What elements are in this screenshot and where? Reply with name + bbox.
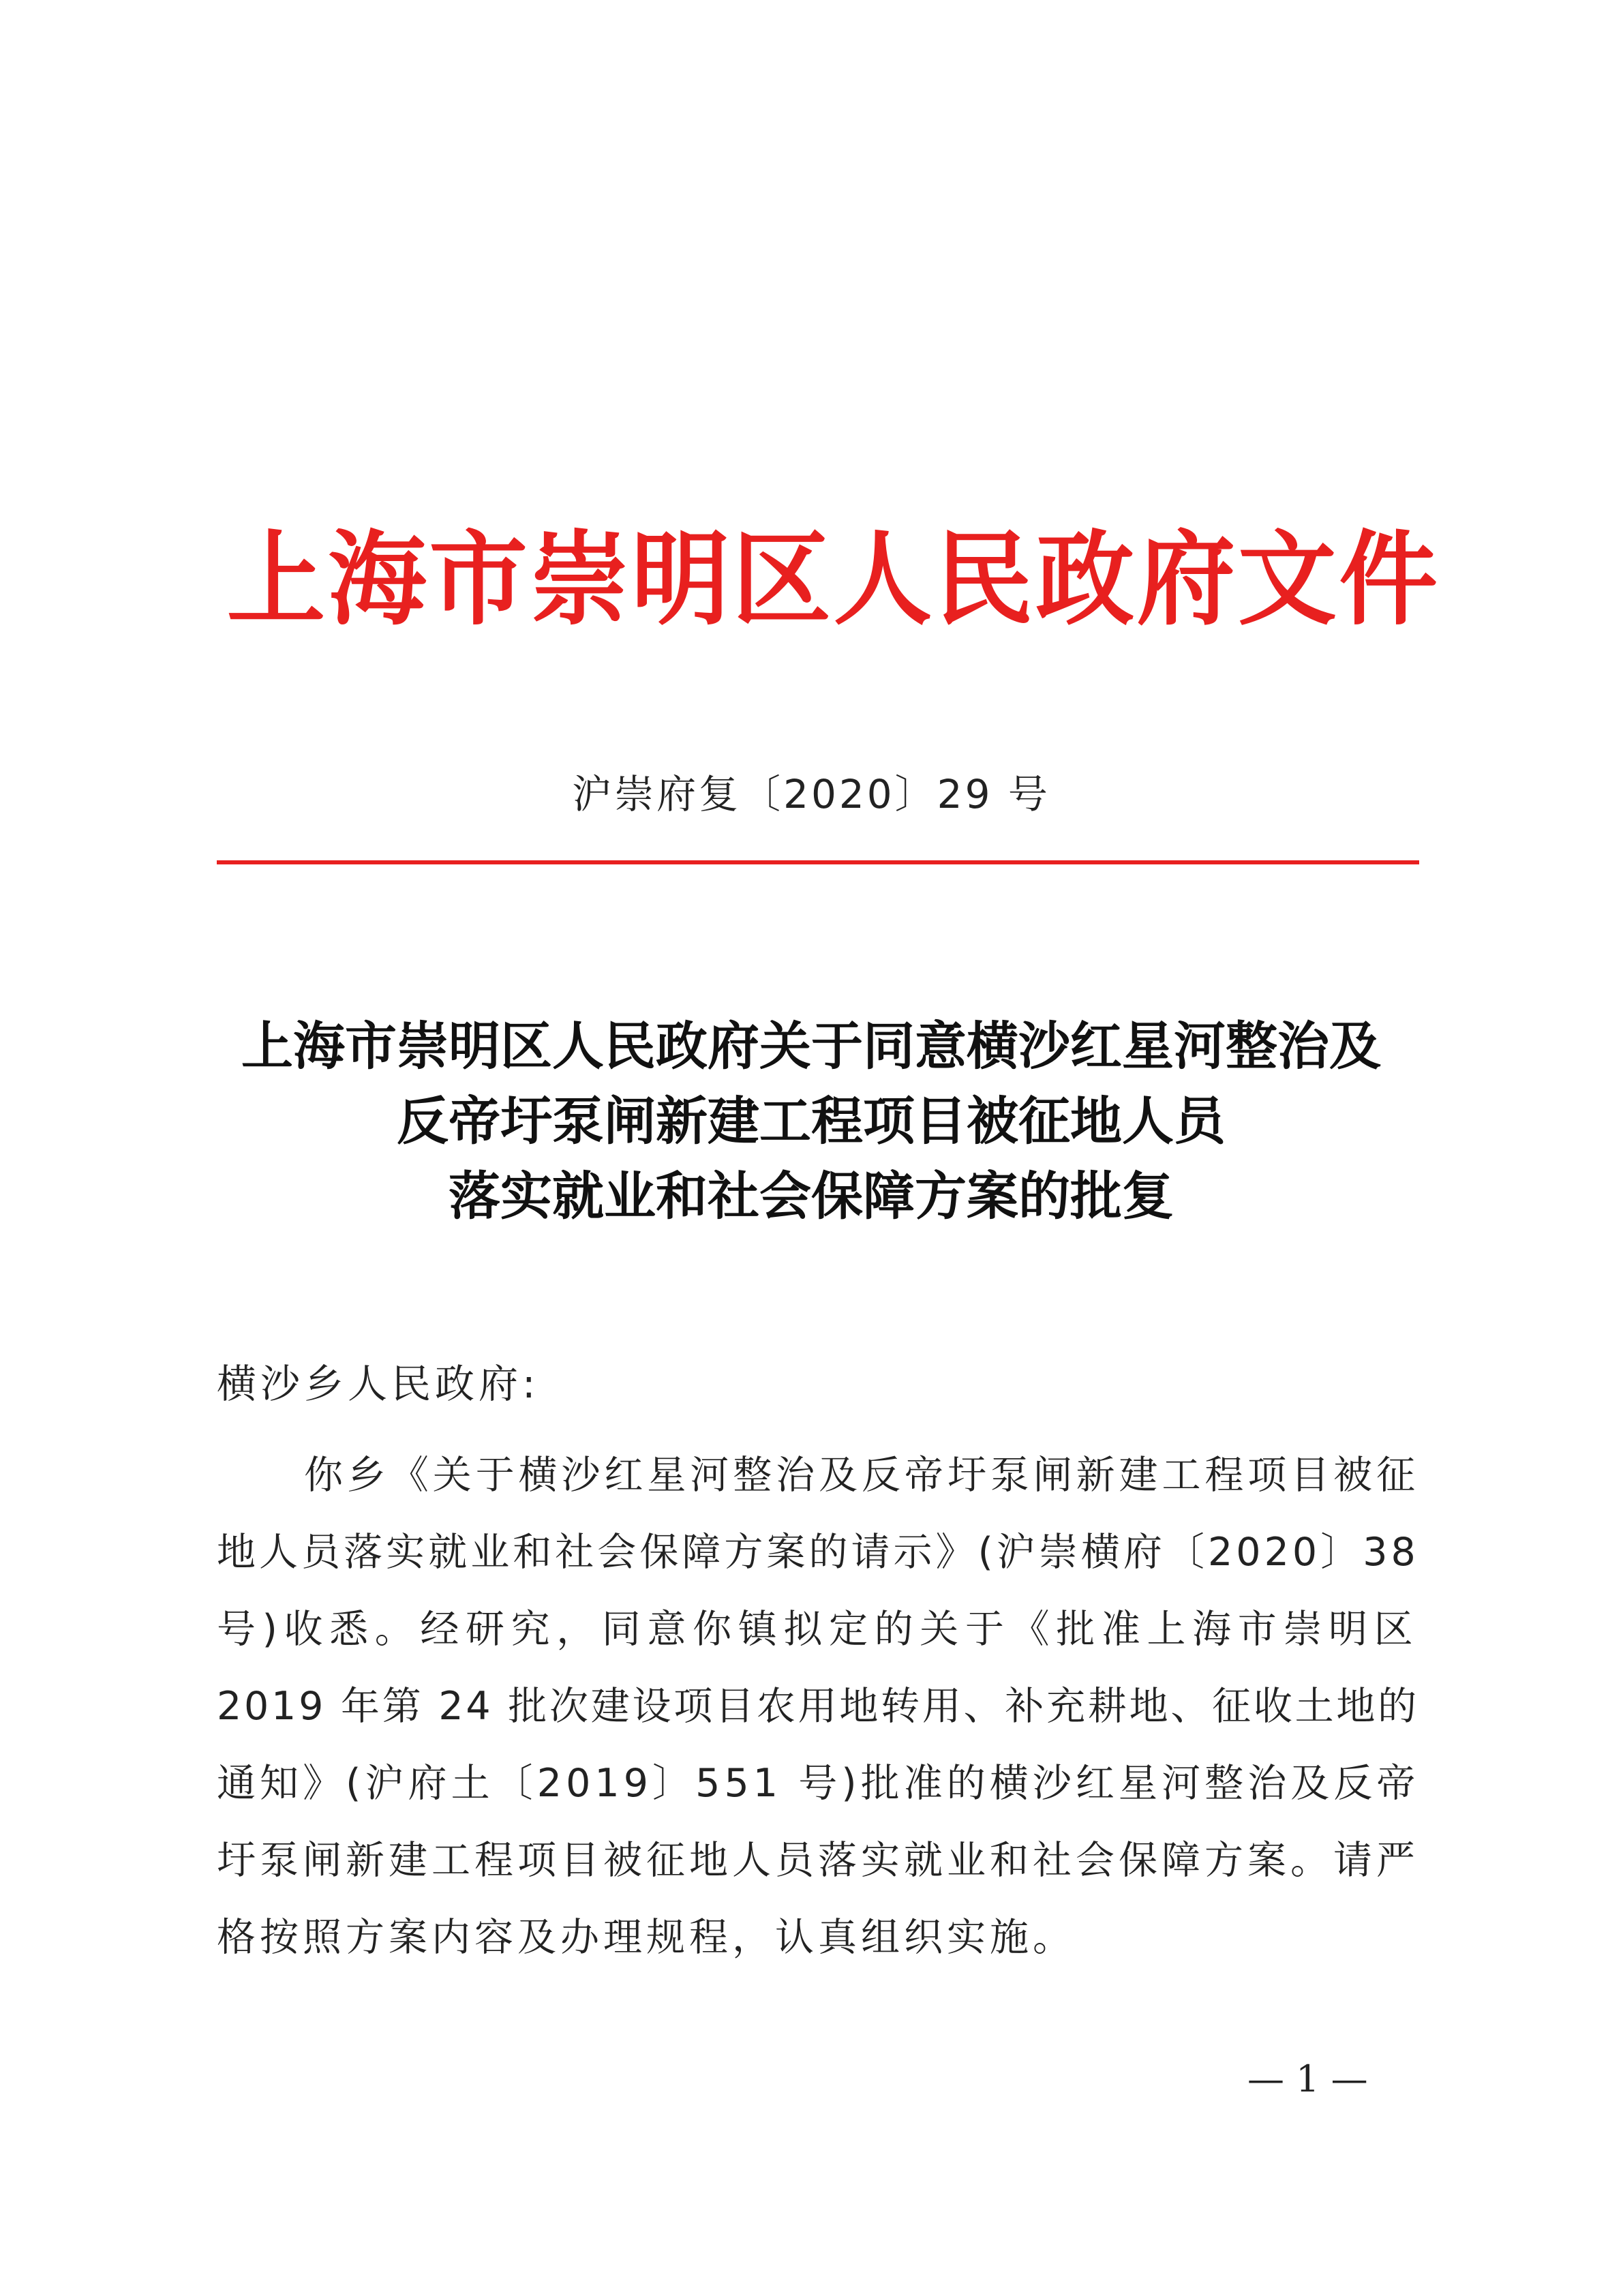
body-line-7 — [217, 1899, 1419, 1976]
title-line-3: 落实就业和社会保障方案的批复 — [449, 1166, 1174, 1226]
body-line-2 — [217, 1514, 1419, 1591]
body-line-text: 地人员落实就业和社会保障方案的请示》(沪崇横府〔2020〕38 — [217, 1530, 1419, 1575]
body-paragraph — [217, 1437, 1419, 1976]
red-divider-rule — [217, 860, 1419, 864]
body-line-text: 2019 年第 24 批次建设项目农用地转用、补充耕地、征收土地的 — [217, 1684, 1419, 1729]
masthead-title: 上海市崇明区人民政府文件 — [226, 519, 1440, 639]
body-line-text: 你乡《关于横沙红星河整治及反帝圩泵闸新建工程项目被征 — [304, 1453, 1419, 1498]
body-line-text: 圩泵闸新建工程项目被征地人员落实就业和社会保障方案。请严 — [217, 1838, 1419, 1883]
body-line-1 — [217, 1437, 1419, 1514]
body-line-6 — [217, 1822, 1419, 1899]
body-line-text: 通知》(沪府土〔2019〕551 号)批准的横沙红星河整治及反帝 — [217, 1761, 1420, 1806]
salutation: 横沙乡人民政府: — [217, 1361, 540, 1407]
title-line-1: 上海市崇明区人民政府关于同意横沙红星河整治及 — [241, 1016, 1381, 1076]
body-line-4 — [217, 1668, 1419, 1745]
page-number: — 1 — — [1247, 2057, 1368, 2100]
document-number: 沪崇府复〔2020〕29 号 — [572, 771, 1050, 817]
body-line-text: 格按照方案内容及办理规程，认真组织实施。 — [217, 1915, 1076, 1960]
body-line-3 — [217, 1591, 1419, 1668]
body-line-5 — [217, 1745, 1419, 1822]
document-title — [204, 1009, 1418, 1234]
title-line-2: 反帝圩泵闸新建工程项目被征地人员 — [397, 1091, 1226, 1151]
body-line-text: 号)收悉。经研究，同意你镇拟定的关于《批准上海市崇明区 — [217, 1607, 1420, 1652]
